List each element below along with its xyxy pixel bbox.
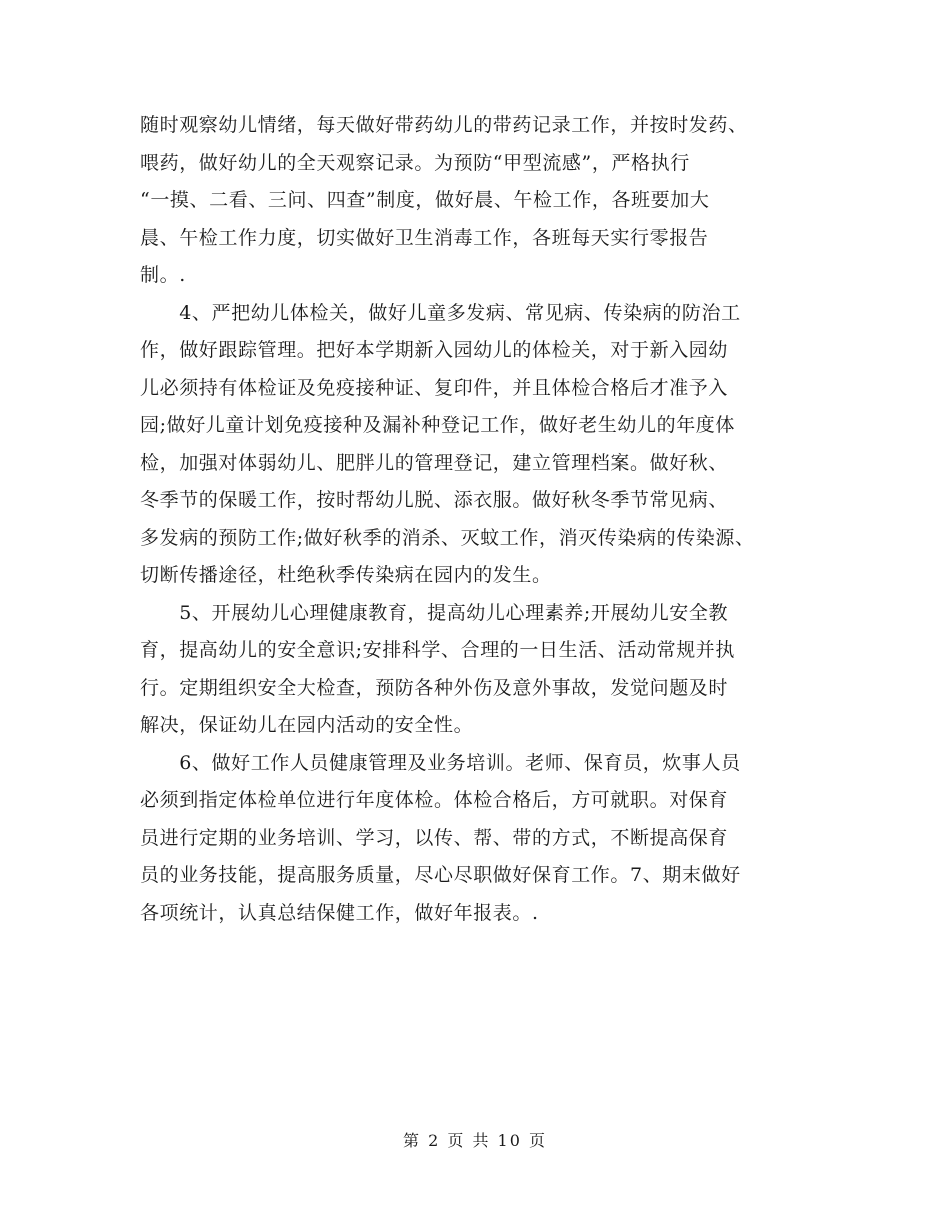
text-line: 育，提高幼儿的安全意识;安排科学、合理的一日生活、活动常规并执 (140, 639, 736, 661)
text-line: “一摸、二看、三问、四查”制度，做好晨、午检工作，各班要加大 (140, 189, 710, 211)
text-line: 解决，保证幼儿在园内活动的安全性。 (140, 714, 474, 736)
text-line: 随时观察幼儿情绪，每天做好带药幼儿的带药记录工作，并按时发药、 (140, 114, 748, 136)
text-line: 园;做好儿童计划免疫接种及漏补种登记工作，做好老生幼儿的年度体 (140, 414, 736, 436)
text-line: 晨、午检工作力度，切实做好卫生消毒工作，各班每天实行零报告 (140, 226, 709, 249)
text-line: 制。. (140, 264, 186, 286)
text-line: 喂药，做好幼儿的全天观察记录。为预防“甲型流感”，严格执行 (140, 151, 690, 174)
text-line: 4、严把幼儿体检关，做好儿童多发病、常见病、传染病的防治工 (140, 301, 741, 324)
document-body (140, 107, 830, 932)
text-line: 作，做好跟踪管理。把好本学期新入园幼儿的体检关，对于新入园幼 (140, 339, 729, 361)
text-line: 检，加强对体弱幼儿、肥胖儿的管理登记，建立管理档案。做好秋、 (140, 451, 729, 474)
text-line: 必须到指定体检单位进行年度体检。体检合格后，方可就职。对保育 (140, 789, 729, 811)
text-line: 切断传播途径，杜绝秋季传染病在园内的发生。 (140, 564, 552, 586)
page-number-footer: 第 2 页 共 10 页 (403, 1131, 547, 1150)
text-line: 儿必须持有体检证及免疫接种证、复印件，并且体检合格后才准予入 (140, 376, 729, 399)
text-line: 5、开展幼儿心理健康教育，提高幼儿心理素养;开展幼儿安全教 (140, 601, 729, 624)
text-line: 多发病的预防工作;做好秋季的消杀、灭蚊工作，消灭传染病的传染源、 (140, 526, 755, 549)
text-line: 各项统计，认真总结保健工作，做好年报表。. (140, 901, 539, 924)
text-line: 员的业务技能，提高服务质量，尽心尽职做好保育工作。7、期末做好 (140, 864, 741, 886)
text-line: 冬季节的保暖工作，按时帮幼儿脱、添衣服。做好秋冬季节常见病、 (140, 489, 729, 511)
text-line: 6、做好工作人员健康管理及业务培训。老师、保育员，炊事人员 (140, 751, 741, 774)
text-line: 行。定期组织安全大检查，预防各种外伤及意外事故，发觉问题及时 (140, 676, 729, 699)
text-line: 员进行定期的业务培训、学习，以传、帮、带的方式，不断提高保育 (140, 826, 729, 849)
